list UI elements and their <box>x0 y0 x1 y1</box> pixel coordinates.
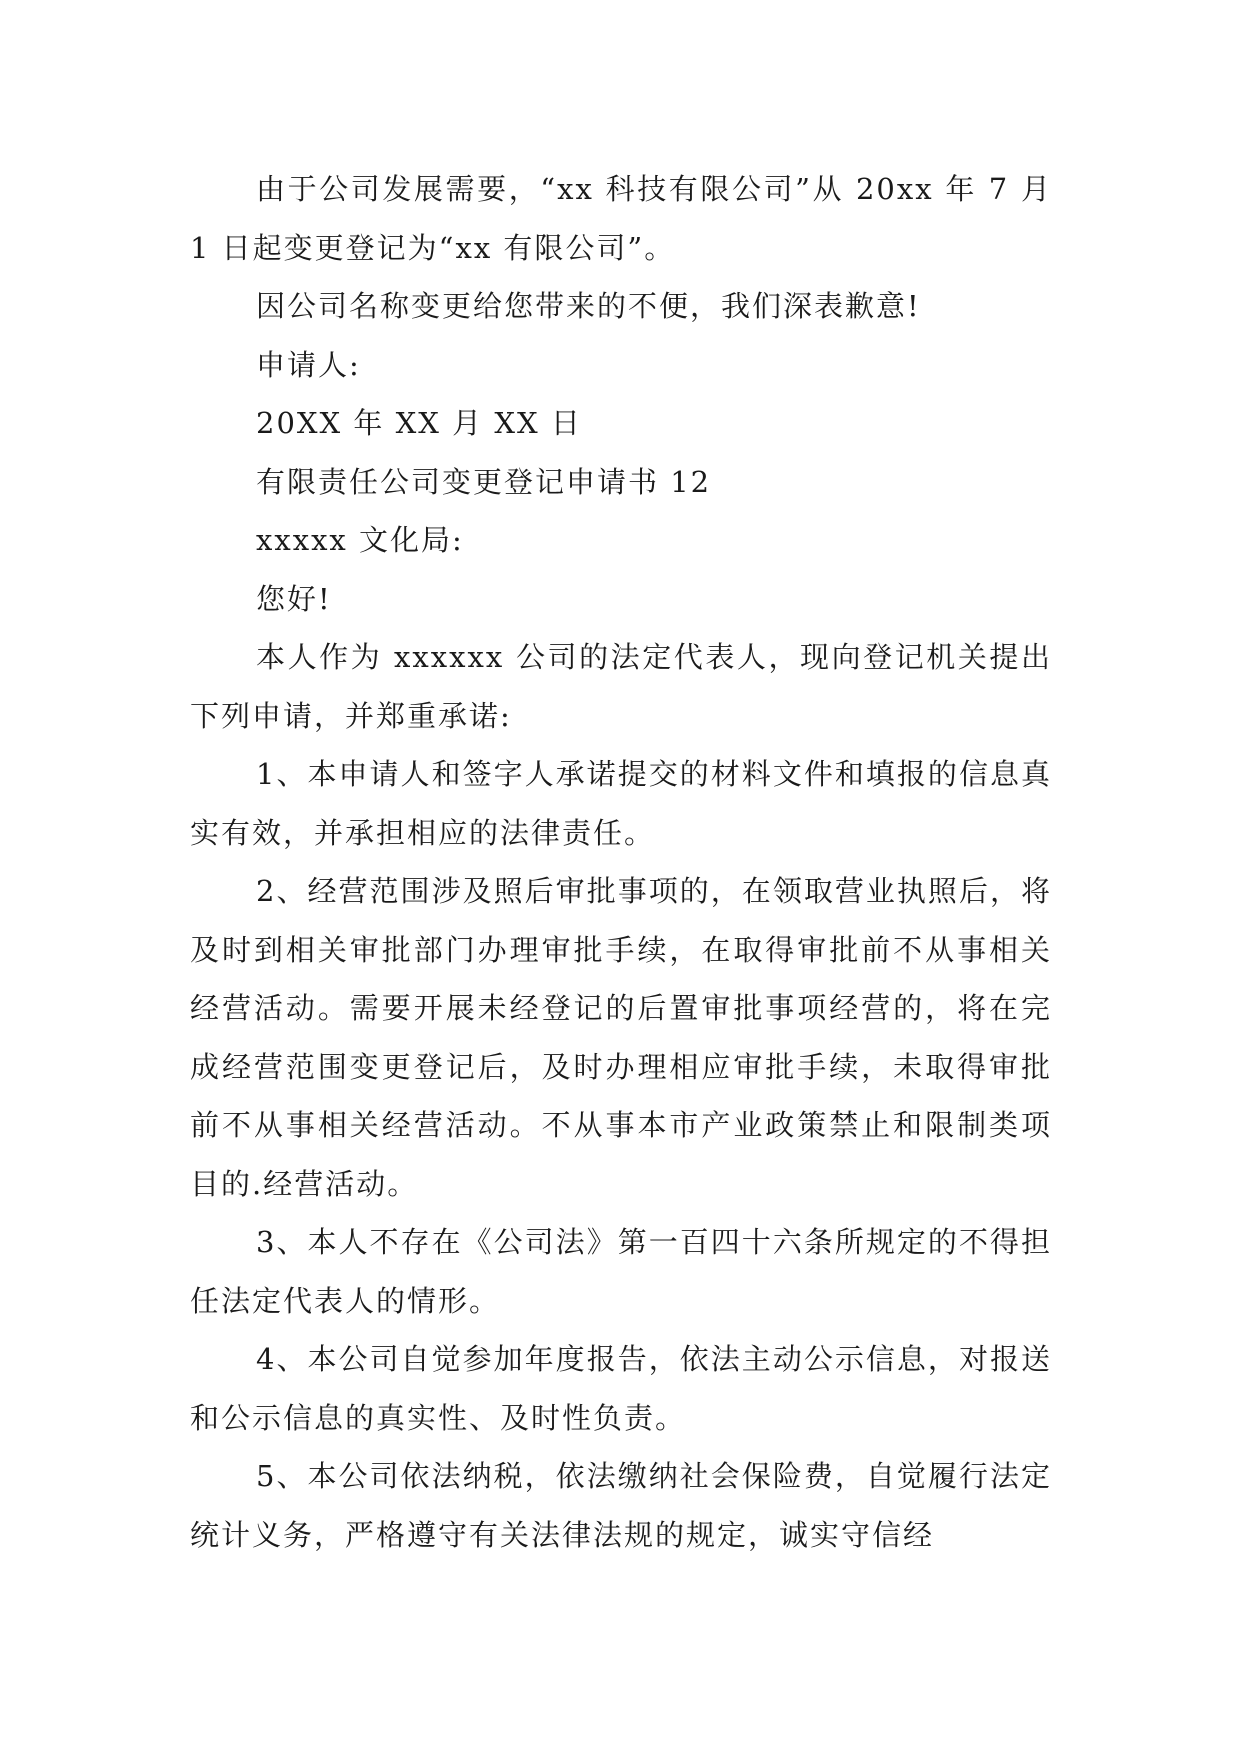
paragraph-item-3: 3、本人不存在《公司法》第一百四十六条所规定的不得担任法定代表人的情形。 <box>190 1225 1052 1318</box>
paragraph-intro: 本人作为 xxxxxx 公司的法定代表人，现向登记机关提出下列申请，并郑重承诺: <box>190 640 1052 733</box>
greeting: 您好! <box>256 581 332 616</box>
paragraph-item-2: 2、经营范围涉及照后审批事项的，在领取营业执照后，将及时到相关审批部门办理审批手续，在取得审批前不从事相关经营活动。需要开展未经登记的后置审批事项经营的，将在完成经营范围变更登记后，及时办理相应审批手续，未取得审批前不从事相关经营活动。不从事本市产业政策禁止和限制类项目的.经营活动。 <box>190 874 1052 1201</box>
applicant-label: 申请人: <box>256 347 361 382</box>
paragraph-item-4: 4、本公司自觉参加年度报告，依法主动公示信息，对报送和公示信息的真实性、及时性负责。 <box>190 1342 1052 1435</box>
date-line: 20XX 年 XX 月 XX 日 <box>256 406 582 440</box>
paragraph-item-5: 5、本公司依法纳税，依法缴纳社会保险费，自觉履行法定统计义务，严格遵守有关法律法规的规定，诚实守信经 <box>190 1459 1052 1552</box>
document-body <box>190 160 1052 1564</box>
paragraph-name-change-notice: 由于公司发展需要，“xx 科技有限公司”从 20xx 年 7 月 1 日起变更登记为“xx 有限公司”。 <box>190 172 1052 265</box>
paragraph-item-1: 1、本申请人和签字人承诺提交的材料文件和填报的信息真实有效，并承担相应的法律责任。 <box>190 757 1052 850</box>
section-heading: 有限责任公司变更登记申请书 12 <box>256 464 712 499</box>
paragraph-apology: 因公司名称变更给您带来的不便，我们深表歉意! <box>256 289 921 323</box>
addressee: xxxxx 文化局: <box>256 523 464 557</box>
